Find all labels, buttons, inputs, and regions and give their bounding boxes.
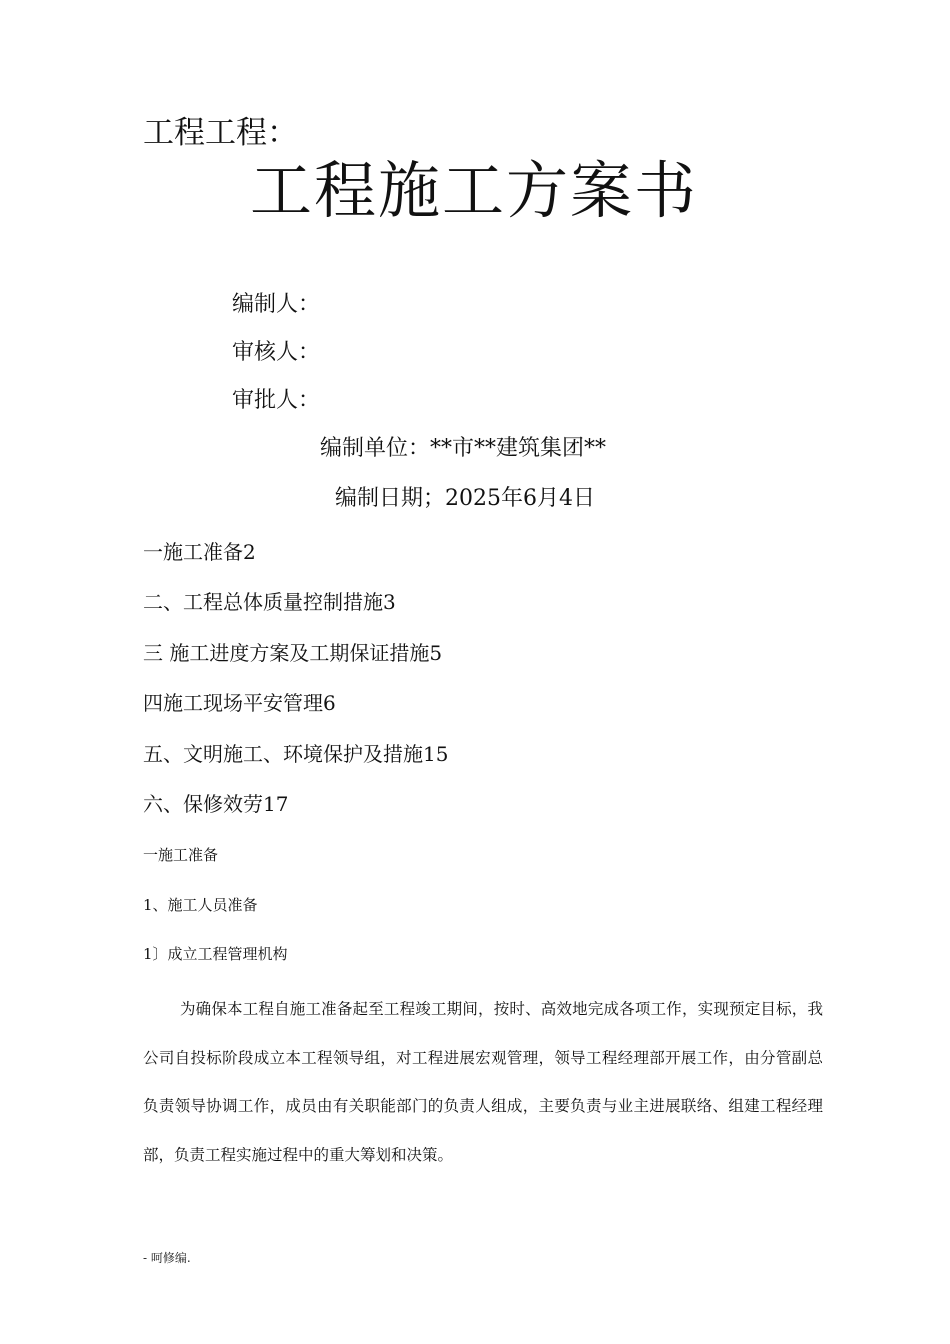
toc-item: 五、文明施工、环境保护及措施15 (143, 742, 449, 766)
toc-item: 二、工程总体质量控制措施3 (143, 590, 396, 614)
body-paragraph: 为确保本工程自施工准备起至工程竣工期间，按时、高效地完成各项工作，实现预定目标，我公司自投标阶段成立本工程领导组，对工程进展宏观管理，领导工程经理部开展工作，由分管副总负责领导协调工作，成员由有关职能部门的负责人组成，主要负责与业主进展联络、组建工程经理部，负责工程实施过程中的重大筹划和决策。 (143, 1000, 823, 1164)
item-heading: 1〕成立工程管理机构 (143, 945, 288, 963)
approver-field: 审批人： (232, 388, 321, 413)
date-line: 编制日期；2025年6月4日 (335, 486, 595, 511)
compiler-field: 编制人： (232, 292, 321, 317)
section-heading: 一施工准备 (143, 846, 219, 864)
document-title: 工程施工方案书 (250, 154, 699, 227)
page-footer: - 呵修编. (143, 1251, 191, 1265)
toc-item: 三 施工进度方案及工期保证措施5 (143, 641, 443, 665)
toc-item: 四施工现场平安管理6 (143, 691, 336, 715)
reviewer-field: 审核人： (232, 340, 321, 365)
subsection-heading: 1、施工人员准备 (143, 896, 258, 914)
toc-item: 一施工准备2 (143, 540, 256, 564)
organization-line: 编制单位：**市**建筑集团** (320, 436, 607, 461)
project-label: 工程工程： (143, 115, 298, 151)
toc-item: 六、保修效劳17 (143, 792, 289, 816)
